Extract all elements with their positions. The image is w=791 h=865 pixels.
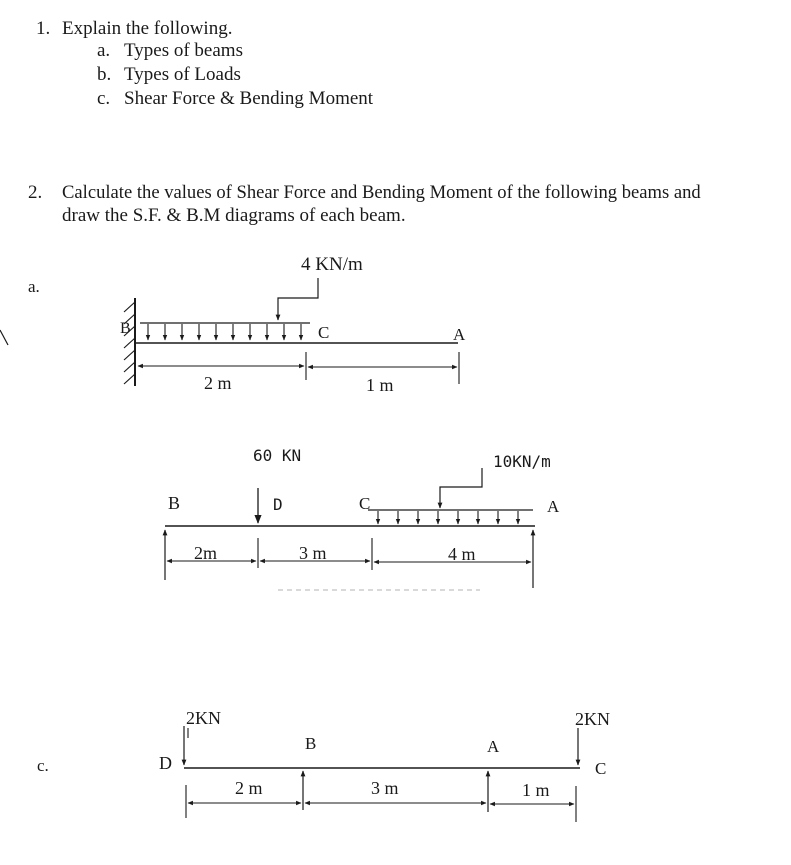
beam-b-point-load-label: 60 KN [253,446,302,465]
q1-item-b-text: Types of Loads [124,64,241,85]
beam-c-dim-3m: 3 m [371,778,399,798]
beam-b-udl-label: 10KN/m [493,452,551,471]
beam-a-udl-arrows [148,324,301,340]
beam-b-dim-2m: 2m [194,543,218,563]
beam-c-point-a: A [487,737,500,756]
beam-c-load-left-label: 2KN [186,708,221,728]
beam-a-dim-2m: 2 m [204,373,232,393]
beam-c-dim-1m: 1 m [522,780,550,800]
beam-c-dim-2m: 2 m [235,778,263,798]
beam-a-figure [124,278,459,386]
beam-a-point-b: B [120,320,131,337]
beam-c-point-d: D [159,753,172,773]
beam-a-point-c: C [318,323,330,342]
beam-b-figure [165,468,535,590]
beam-b-dim-4m: 4 m [448,544,476,564]
beam-b-point-c: C [359,494,371,513]
q1-number: 1. [36,18,51,39]
beam-b-point-a: A [547,497,560,516]
beam-c-point-c: C [595,759,607,778]
beam-c-point-b: B [305,734,317,753]
q1-item-c-marker: c. [97,88,111,109]
beam-a-dim-1m: 1 m [366,375,394,395]
q1-item-a-text: Types of beams [124,40,243,61]
beam-a-load-leader [278,278,318,320]
beam-a-wall-hatch [124,302,135,384]
q2-line-1: Calculate the values of Shear Force and Bending Moment of the following beams and [62,182,701,203]
beam-b-udl-arrows [378,511,518,524]
beam-b-point-b: B [168,493,181,513]
beam-b-udl-leader [440,468,482,508]
q1-item-a-marker: a. [97,40,111,61]
beam-c-marker: c. [37,756,49,775]
beam-a-load-label: 4 KN/m [301,254,363,275]
beam-a-point-a: A [453,325,466,344]
q1-item-c-text: Shear Force & Bending Moment [124,88,374,109]
beam-c-load-right-label: 2KN [575,709,610,729]
beam-c-figure [184,726,580,822]
q1-title: Explain the following. [62,18,233,39]
beam-a-marker: a. [28,277,40,296]
stray-mark [0,330,8,345]
q2-line-2: draw the S.F. & B.M diagrams of each beam. [62,205,406,226]
q2-number: 2. [28,182,43,203]
q1-item-b-marker: b. [97,64,112,85]
beam-b-point-d: D [273,495,283,514]
beam-b-dim-3m: 3 m [299,543,327,563]
